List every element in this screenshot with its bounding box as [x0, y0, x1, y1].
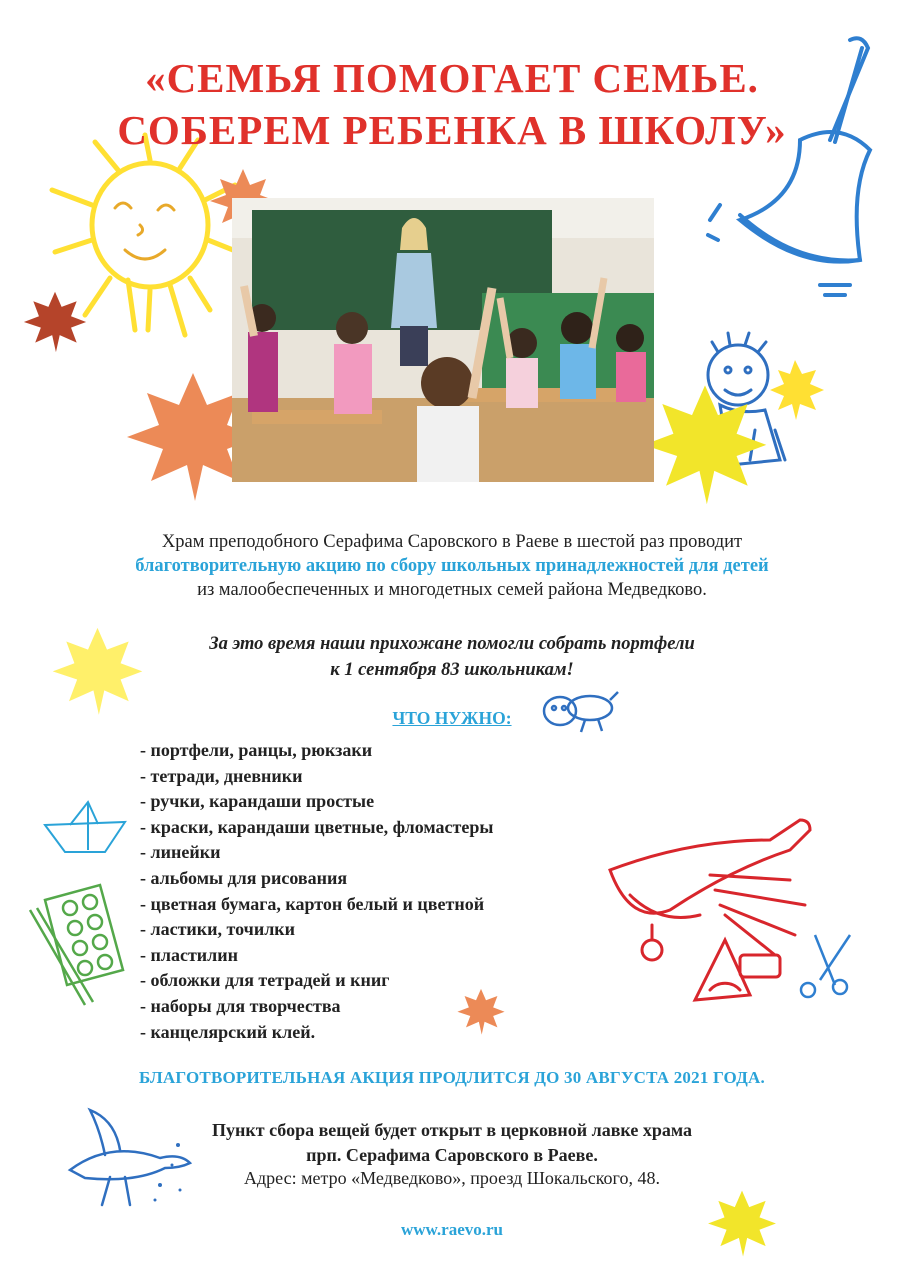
- list-item: - портфели, ранцы, рюкзаки: [140, 740, 373, 760]
- pencil-case-doodle: [600, 815, 870, 1015]
- collection-line-2: прп. Серафима Саровского в Раеве.: [306, 1145, 598, 1165]
- list-item: - ластики, точилки: [140, 919, 296, 940]
- list-item: - краски, карандаши цветные, фломастеры: [140, 816, 494, 837]
- collection-point: [100, 1118, 804, 1168]
- needs-list: [140, 738, 493, 1045]
- website-link[interactable]: www.raevo.ru: [401, 1220, 503, 1239]
- list-item: - тетради, дневники: [140, 765, 303, 786]
- list-item: - линейки: [140, 842, 221, 863]
- address-text: Адрес: метро «Медведково», проезд Шокальского, 48.: [244, 1168, 660, 1188]
- intro-text: [60, 530, 844, 602]
- needs-heading: ЧТО НУЖНО:: [392, 708, 512, 728]
- title-line-1: «СЕМЬЯ ПОМОГАЕТ СЕМЬЕ.: [145, 55, 759, 101]
- paper-boat-icon: [40, 800, 130, 855]
- list-item: - ручки, карандаши простые: [140, 791, 375, 812]
- list-item: - цветная бумага, картон белый и цветной: [140, 893, 485, 914]
- deadline-banner: БЛАГОТВОРИТЕЛЬНАЯ АКЦИЯ ПРОДЛИТСЯ ДО 30 АВГУСТА 2021 ГОДА.: [139, 1068, 765, 1087]
- collection-line-1: Пункт сбора вещей будет открыт в церковной лавке храма: [212, 1120, 692, 1140]
- intro-line-3: из малообеспеченных и многодетных семей района Медведково.: [197, 580, 707, 600]
- list-item: - наборы для творчества: [140, 995, 341, 1016]
- list-item: - альбомы для рисования: [140, 867, 348, 888]
- title-line-2: СОБЕРЕМ РЕБЕНКА В ШКОЛУ»: [117, 107, 787, 153]
- list-item: - обложки для тетрадей и книг: [140, 970, 390, 991]
- paint-palette-icon: [25, 880, 125, 1010]
- list-item: - пластилин: [140, 944, 239, 965]
- leaf-icon: [640, 378, 770, 508]
- achievement-line-1: За это время наши прихожане помогли собрать портфели: [209, 634, 695, 654]
- list-item: - канцелярский клей.: [140, 1021, 316, 1042]
- intro-highlight: благотворительную акцию по сбору школьных принадлежностей для детей: [135, 556, 769, 576]
- achievement-line-2: к 1 сентября 83 школьникам!: [330, 660, 574, 680]
- achievement-text: [60, 631, 844, 683]
- intro-line-1: Храм преподобного Серафима Саровского в Раеве в шестой раз проводит: [161, 532, 743, 552]
- classroom-photo: [232, 198, 654, 482]
- page-title: [0, 52, 904, 156]
- leaf-icon: [20, 288, 90, 354]
